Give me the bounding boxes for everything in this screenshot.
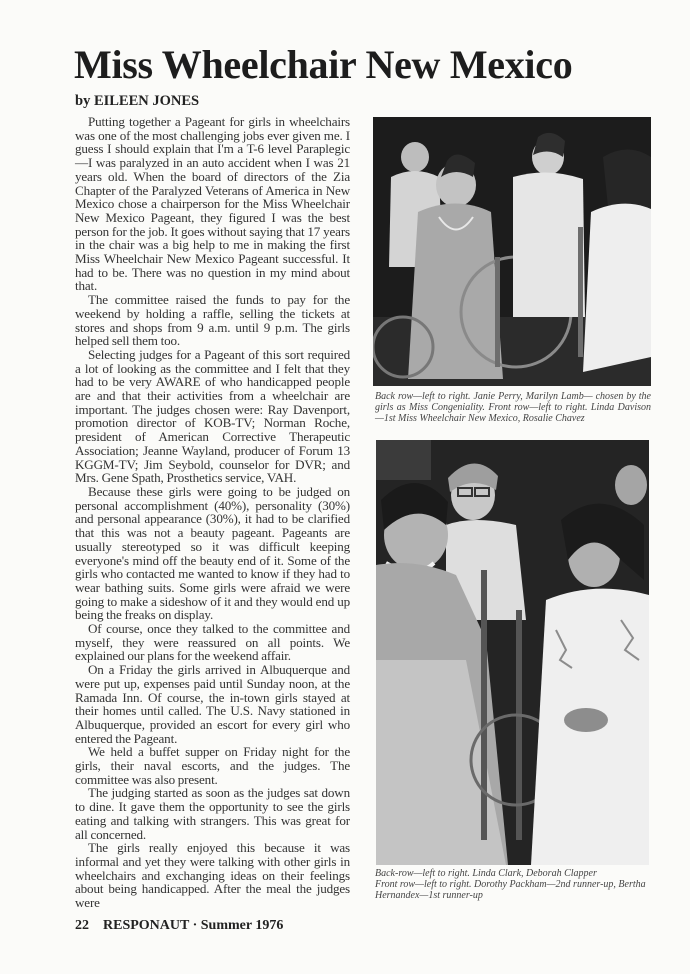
paragraph: The judging started as soon as the judges sat down to dine. It gave them the opportunity to see the girls eating and talking with strangers. This was great for all concerned.: [75, 785, 350, 842]
photo-illustration: [376, 440, 649, 865]
paragraph: Selecting judges for a Pageant of this sort required a lot of looking as the committee and I felt that they had to be very AWARE of who handicapped people are and that their activities from a wheelchair are important. The judges chosen were: Ray Davenport, promotion director of KOB-TV; Norman Roche, president of American Corrective Therapeutic Association; Jeanne Wayland, producer of Forum 13 KGGM-TV; Jim Seybold, counselor for DVR; and Mrs. Gene Spath, Prosthetics service, VAH.: [75, 346, 350, 486]
byline: by EILEEN JONES: [75, 93, 200, 109]
article-body: [75, 115, 350, 910]
paragraph: We held a buffet supper on Friday night for the girls, their naval escorts, and the judges. The committee was also present.: [75, 744, 350, 787]
paragraph: On a Friday the girls arrived in Albuquerque and were put up, expenses paid until Sunday noon, at the Ramada Inn. Of course, the in-town girls stayed at their homes until called. The U.S. Navy stationed in Albuquerque, provided an escort for every girl who entered the Pageant.: [75, 662, 350, 746]
photo-contestants-group-2: [376, 440, 649, 865]
paragraph: Putting together a Pageant for girls in wheelchairs was one of the most challenging jobs ever given me. I guess I should explain that I'm a T-6 level Paraplegic—I was paralyzed in an auto accident when I was 21 years old. When the board of directors of the Zia Chapter of the Paralyzed Veterans of America in New Mexico chose a chairperson for the Miss Wheelchair New Mexico Pageant, they figured I was the best person for the job. It goes without saying that 17 years in the chair was a big help to me in making the first Miss Wheelchair New Mexico Pageant successful. It had to be. There was no question in my mind about that.: [75, 114, 350, 294]
paragraph: The girls really enjoyed this because it was informal and yet they were talking with other girls in wheelchairs and exchanging ideas on their feelings about being handicapped. After the meal the judges were: [75, 840, 350, 911]
photo-illustration: [373, 117, 651, 386]
caption-line: Back-row—left to right. Linda Clark, Deborah Clapper: [375, 868, 597, 879]
page-number: 22: [75, 918, 89, 933]
photo-contestants-group-1: [373, 117, 651, 386]
article-title: Miss Wheelchair New Mexico: [74, 42, 573, 87]
photo-caption-2: [375, 868, 651, 901]
paragraph: Of course, once they talked to the committee and myself, they were reassured on all points. We explained our plans for the weekend affair.: [75, 621, 350, 664]
caption-line: Front row—left to right. Dorothy Packham—2nd runner-up, Bertha Hernandex—1st runner-up: [375, 879, 646, 901]
paragraph: The committee raised the funds to pay for the weekend by holding a raffle, selling the tickets at stores and shops from 9 a.m. until 9 p.m. The girls helped sell them too.: [75, 292, 350, 349]
page-footer: [75, 918, 283, 934]
publication-line: RESPONAUT · Summer 1976: [103, 918, 284, 933]
paragraph: Because these girls were going to be judged on personal accomplishment (40%), personality (30%) and personal appearance (30%), it had to be clarified that this was not a beauty pageant. Pageants are usually stereotyped so it was difficult keeping everyone's mind off the beauty end of it. Some of the girls who contacted me wanted to know if they had to wear bathing suits. Some girls were afraid we were going to make a sideshow of it and they would end up being the freaks on display.: [75, 483, 350, 623]
photo-caption-1: Back row—left to right. Janie Perry, Marilyn Lamb— chosen by the girls as Miss Congeniality. Front row—left to right. Linda Davison—1st Miss Wheelchair New Mexico, Rosalie Chavez: [375, 391, 651, 424]
